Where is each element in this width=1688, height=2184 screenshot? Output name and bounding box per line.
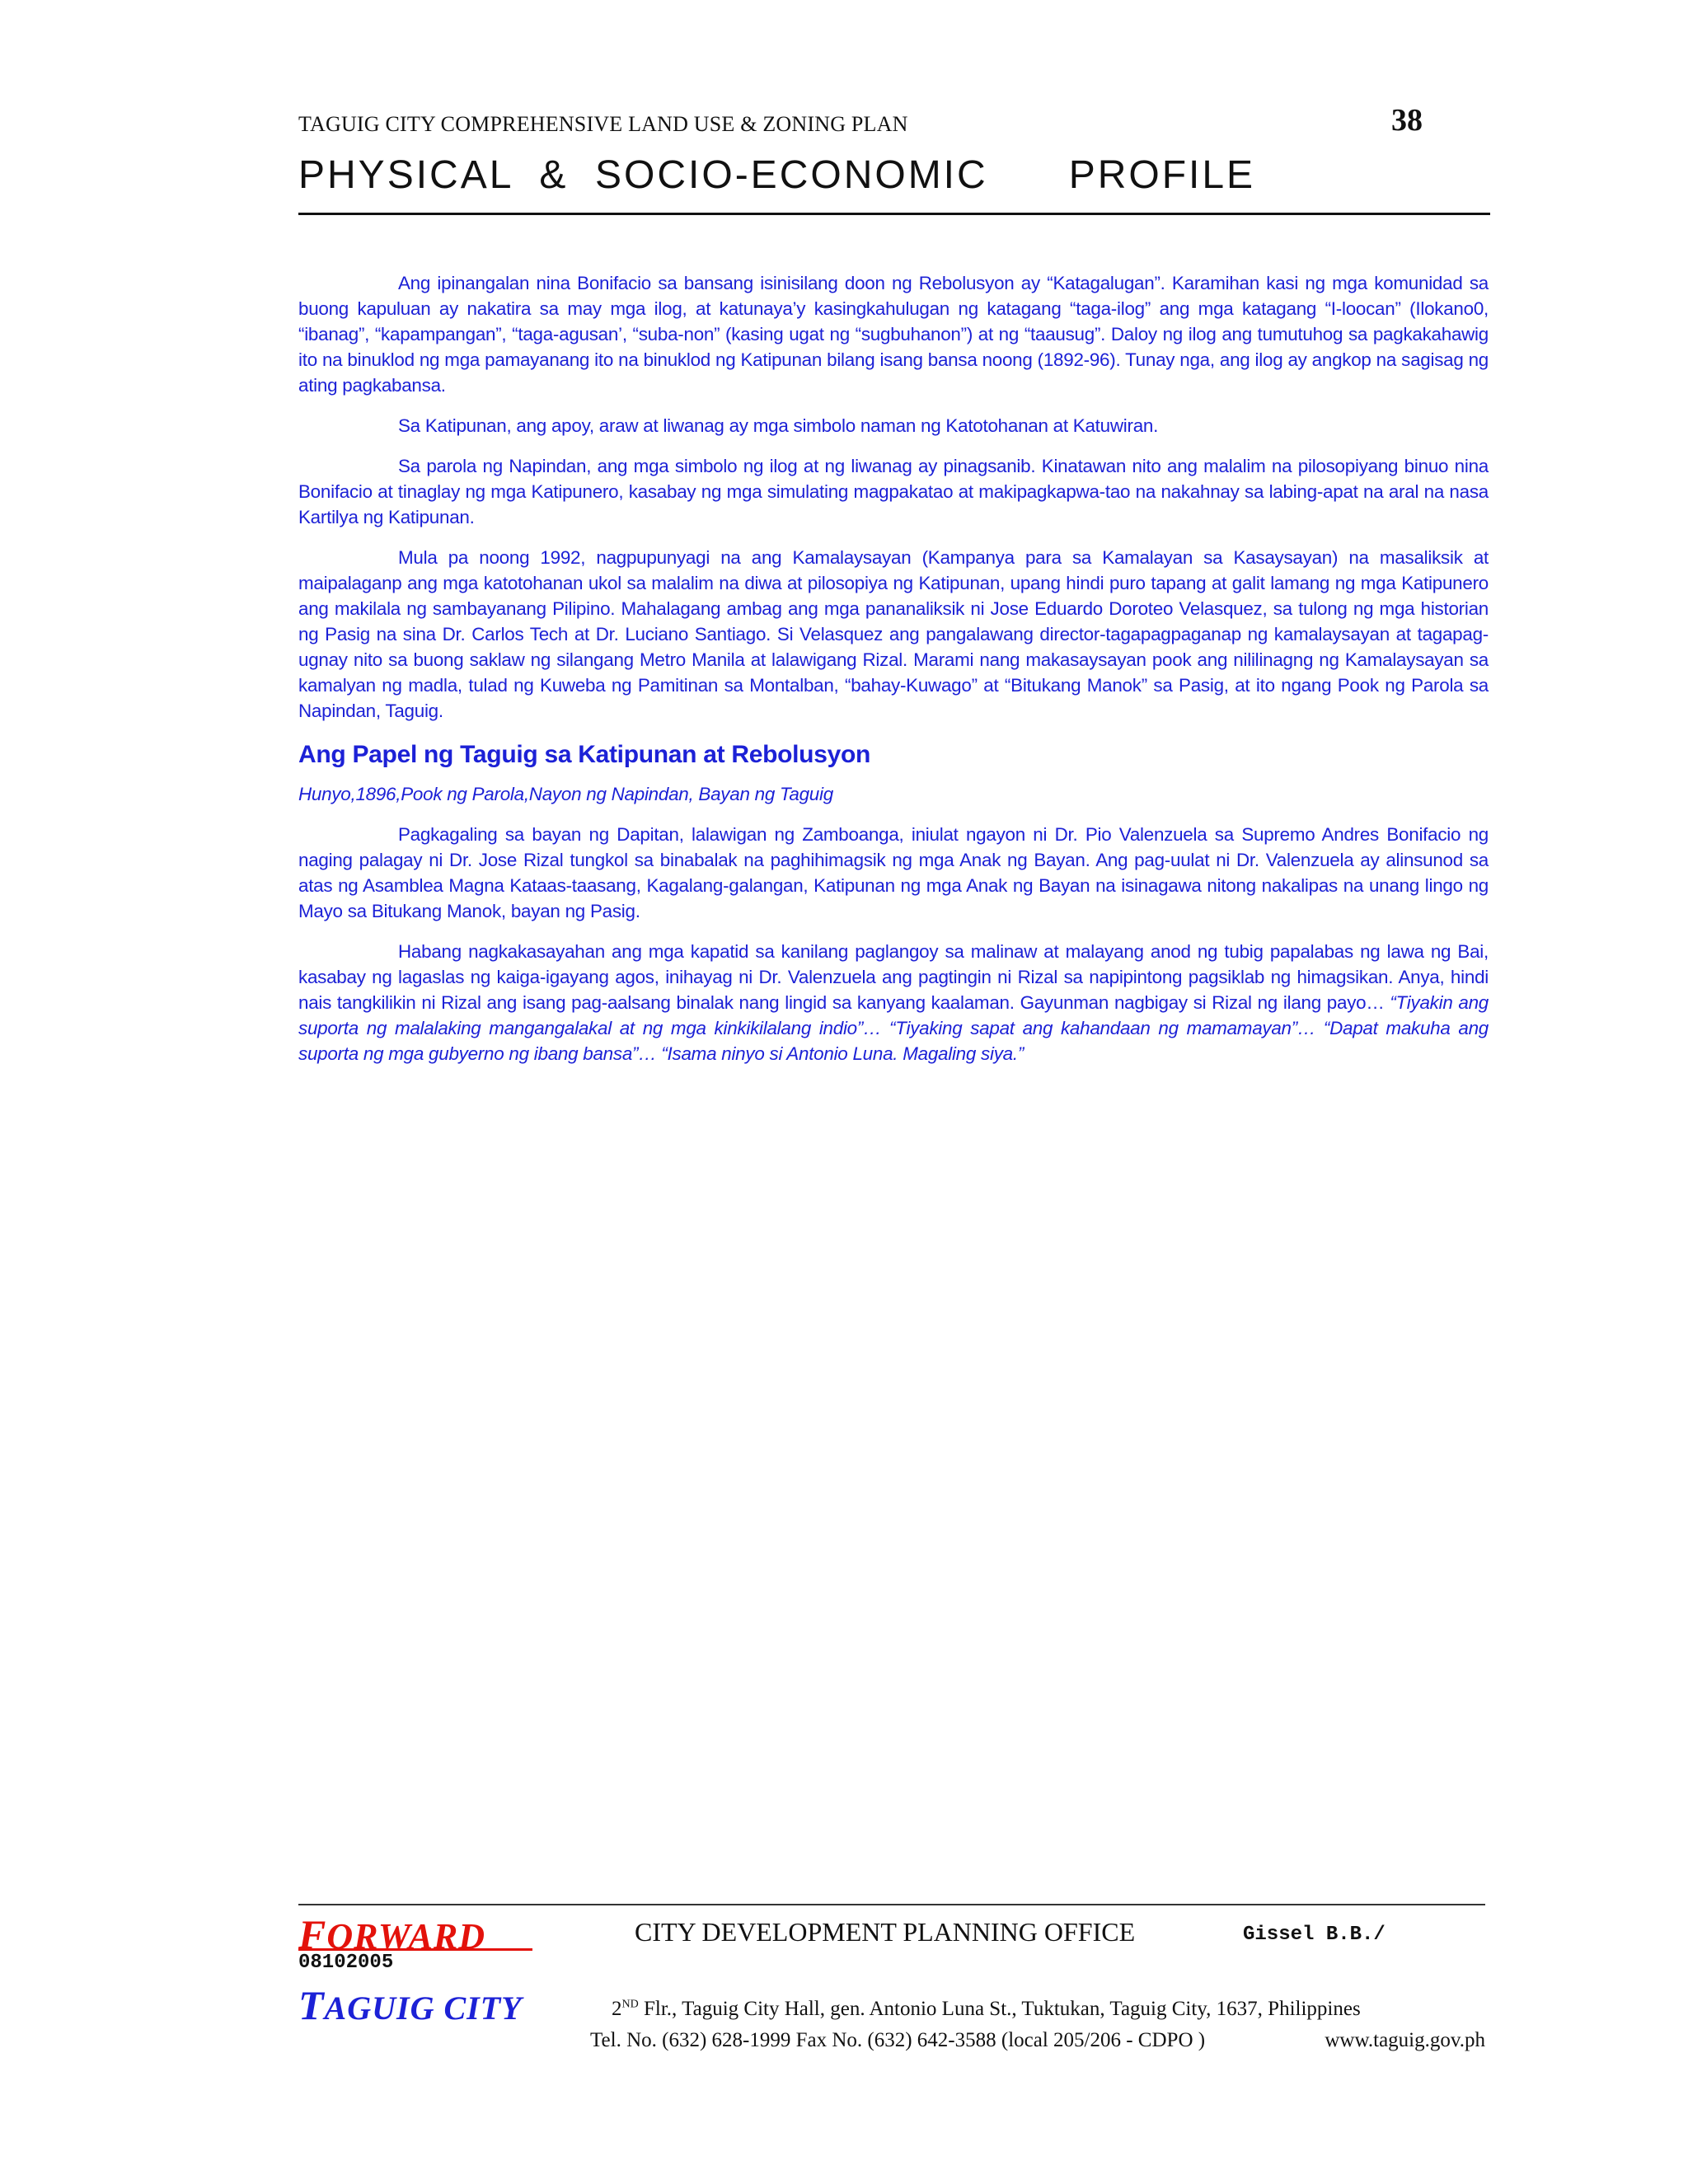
document-date-code: 08102005 bbox=[298, 1952, 394, 1974]
paragraph: Sa parola ng Napindan, ang mga simbolo ng ilog at ng liwanag ay pinagsanib. Kinatawan nito ang malalim na pilosopiyang binuo nina Bonifacio at tinaglay ng mga Katipunero, kasabay ng mga simulating magpakatao at makipagkapwa-tao na nakahnay sa labing-apat na aral na nasa Kartilya ng Katipunan. bbox=[298, 456, 1489, 527]
rizal-advice-quote: “Tiyakin ang suporta ng malalaking mangangalakal at ng mga kinkikilalang indio”… “Tiyaking sapat ang kahandaan ng mamamayan”… “Dapat makuha ang suporta ng mga gubyerno ng ibang bansa”… “Isama ninyo si Antonio Luna. Magaling siya.” bbox=[298, 992, 1489, 1064]
office-address: 2ND Flr., Taguig City Hall, gen. Antonio Luna St., Tuktukan, Taguig City, 1637, Philippines bbox=[612, 1998, 1361, 2020]
website-link[interactable]: www.taguig.gov.ph bbox=[1325, 2029, 1485, 2051]
section-title: PHYSICAL & SOCIO-ECONOMIC PROFILE bbox=[298, 153, 1256, 197]
dateline: Hunyo,1896,Pook ng Parola,Nayon ng Napindan, Bayan ng Taguig bbox=[298, 784, 833, 804]
author-initials: Gissel B.B./ bbox=[1243, 1924, 1386, 1946]
paragraph-text: Habang nagkakasayahan ang mga kapatid sa kanilang paglangoy sa malinaw at malayang anod ng tubig papalabas ng lawa ng Bai, kasabay ng lagaslas ng kaiga-igayang agos, inihayag ni Dr. Valenzuela ang pagtingin ni Rizal sa napipintong pagsiklab ng himagsikan. Anya, hindi nais tangkilikin ni Rizal ang isang pag-aalsang binalak nang lingid sa kanyang kaalaman. Gayunman nagbigay si Rizal ng ilang payo… bbox=[298, 941, 1489, 1013]
header-divider bbox=[298, 213, 1490, 215]
paragraph: Sa Katipunan, ang apoy, araw at liwanag ay mga simbolo naman ng Katotohanan at Katuwiran. bbox=[398, 415, 1159, 436]
subheading: Ang Papel ng Taguig sa Katipunan at Rebolusyon bbox=[298, 741, 871, 768]
forward-logo: FORWARD bbox=[298, 1911, 486, 1957]
office-name: CITY DEVELOPMENT PLANNING OFFICE bbox=[635, 1917, 1136, 1947]
body-text bbox=[298, 270, 1489, 1081]
paragraph: Pagkagaling sa bayan ng Dapitan, lalawigan ng Zamboanga, iniulat ngayon ni Dr. Pio Valenzuela sa Supremo Andres Bonifacio ng naging palagay ni Dr. Jose Rizal tungkol sa binabalak na paghihimagsik ng mga Anak ng Bayan. Ang pag-uulat ni Dr. Valenzuela ay alinsunod sa atas ng Asamblea Magna Kataas-taasang, Kagalang-galangan, Katipunan ng mga Anak ng Bayan na isinagawa nitong nakalipas na unang lingo ng Mayo sa Bitukang Manok, bayan ng Pasig. bbox=[298, 824, 1489, 921]
paragraph bbox=[298, 939, 1489, 1066]
document-title: TAGUIG CITY COMPREHENSIVE LAND USE & ZONING PLAN bbox=[298, 112, 908, 136]
paragraph: Mula pa noong 1992, nagpupunyagi na ang Kamalaysayan (Kampanya para sa Kamalayan sa Kasaysayan) na masaliksik at maipalaganp ang mga katotohanan ukol sa malalim na diwa at pilosopiya ng Katipunan, upang hindi puro tapang at galit lamang ng mga Katipunero ang makilala ng sambayanang Pilipino. Mahalagang ambag ang mga pananaliksik ni Jose Eduardo Doroteo Velasquez, sa tulong ng mga historian ng Pasig na sina Dr. Carlos Tech at Dr. Luciano Santiago. Si Velasquez ang pangalawang director-tagapagpaganap ng kamalaysayan at tagapag-ugnay nito sa buong saklaw ng silangang Metro Manila at lalawigang Rizal. Marami nang makasaysayan pook ang nililinagng ng Kamalaysayan sa kamalyan ng madla, tulad ng Kuweba ng Pamitinan sa Montalban, “bahay-Kuwago” at “Bitukang Manok” sa Pasig, at ito ngang Pook ng Parola sa Napindan, Taguig. bbox=[298, 547, 1489, 721]
taguig-city-logo: TAGUIG CITY bbox=[298, 1982, 523, 2028]
running-header bbox=[298, 103, 1489, 140]
page-number: 38 bbox=[1391, 103, 1423, 138]
contact-line bbox=[590, 2029, 1485, 2052]
phone-fax: Tel. No. (632) 628-1999 Fax No. (632) 642-3588 (local 205/206 - CDPO ) bbox=[590, 2029, 1206, 2051]
forward-logo-underline bbox=[298, 1948, 532, 1951]
footer-divider bbox=[298, 1904, 1485, 1905]
paragraph: Ang ipinangalan nina Bonifacio sa bansang isinisilang doon ng Rebolusyon ay “Katagalugan”. Karamihan kasi ng mga komunidad sa buong kapuluan ay nakatira sa may mga ilog, at katunaya’y kasingkahulugan ng katagang “taga-ilog” ang mga katagang “I-loocan” (Ilokano0, “ibanag”, “kapampangan”, “taga-agusan’, “suba-non” (kasing ugat ng “sugbuhanon”) at ng “taausug”. Daloy ng ilog ang tumutuhog sa pagkakahawig ito na binuklod ng mga pamayanang ito na binuklod ng Katipunan bilang isang bansa noong (1892-96). Tunay nga, ang ilog ay angkop na sagisag ng ating pagkabansa. bbox=[298, 273, 1489, 396]
